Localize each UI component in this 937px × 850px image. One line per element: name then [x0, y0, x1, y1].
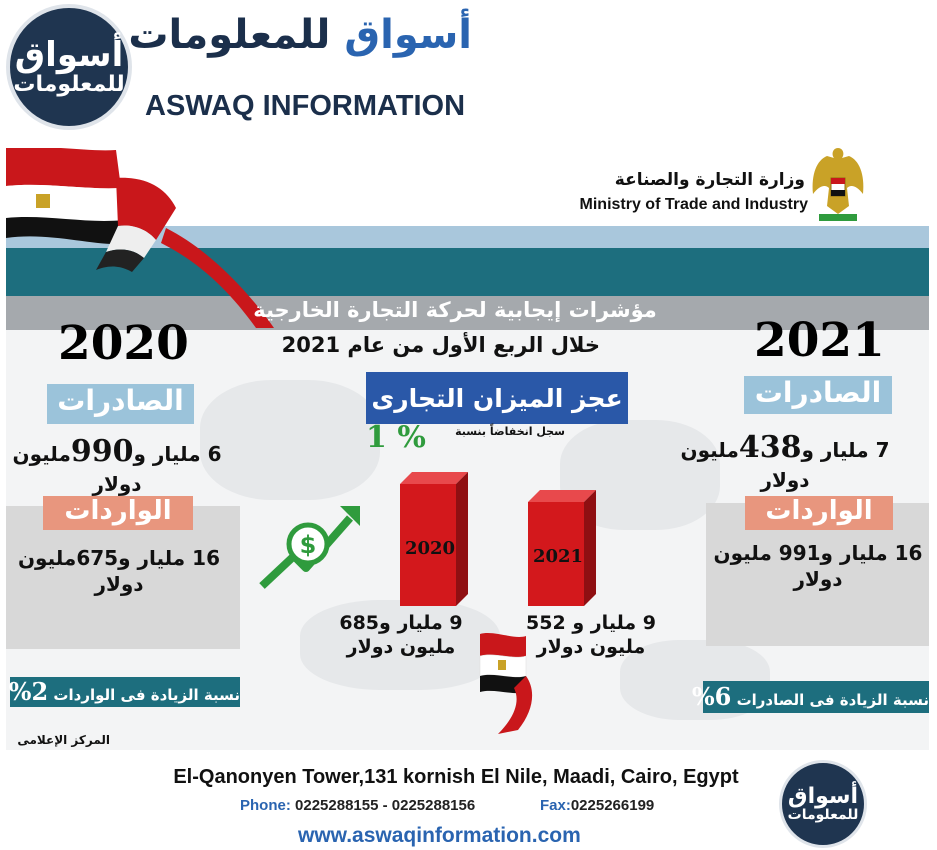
exports-label-2021: الصادرات: [744, 376, 892, 414]
exports-value-2020-post: مليون: [12, 442, 71, 466]
exports-value-2020-unit: دولار: [92, 472, 142, 496]
exports-value-2021-pre: 7 مليار و: [801, 438, 890, 462]
exports-increase-percent: 6%: [691, 682, 732, 711]
bar-2020-value-line-2: مليون دولار: [346, 635, 456, 658]
ministry-name-arabic: وزارة التجارة والصناعة: [614, 170, 805, 190]
exports-value-2020: [6, 432, 228, 497]
footer-address: El-Qanonyen Tower,131 kornish El Nile, Maadi, Cairo, Egypt: [173, 766, 739, 788]
bar-2021-year: 2021: [532, 546, 584, 567]
logo-line-1: أسواق: [14, 34, 124, 75]
brand-name-english: ASWAQ INFORMATION: [145, 90, 466, 122]
deficit-decline-percent: 1 %: [366, 420, 426, 455]
imports-increase-badge: [10, 677, 240, 707]
exports-value-2020-line-1: [6, 432, 228, 471]
media-center-watermark: المركز الإعلامى: [17, 733, 110, 747]
deficit-decline-note: سجل انخفاضاً بنسبة: [455, 425, 565, 438]
exports-increase-text: نسبة الزيادة فى الصادرات: [736, 691, 929, 709]
exports-label-2020: الصادرات: [47, 384, 194, 424]
exports-value-2021-line-1: [680, 428, 890, 467]
brand-arabic-part-2: للمعلومات: [128, 12, 331, 58]
bar-2021-value-line-1: 9 مليار و 552: [526, 612, 656, 634]
footer-fax: [540, 797, 654, 814]
svg-text:$: $: [299, 531, 317, 559]
imports-value-2021: [712, 540, 924, 592]
fax-label: Fax:: [540, 797, 571, 814]
eagle-emblem-icon: [809, 144, 867, 224]
imports-label-2021: الواردات: [745, 496, 893, 530]
brand-arabic-part-1: أسواق: [344, 12, 472, 58]
footer-logo-line-2: للمعلومات: [787, 807, 859, 824]
exports-value-2021-unit: دولار: [760, 468, 810, 492]
exports-value-2021: [680, 428, 890, 493]
ministry-name-english: Ministry of Trade and Industry: [579, 196, 808, 213]
banner-title: مؤشرات إيجابية لحركة التجارة الخارجية: [253, 298, 657, 322]
logo-line-2: للمعلومات: [13, 72, 125, 98]
fax-value: 0225266199: [570, 797, 655, 814]
imports-value-2020-unit: دولار: [94, 572, 144, 596]
exports-value-2021-post: مليون: [680, 438, 739, 462]
trade-deficit-label: عجز الميزان التجارى: [366, 372, 628, 424]
exports-increase-badge: [691, 681, 929, 713]
exports-value-2020-number: 990: [70, 434, 134, 469]
dollar-growth-icon: [254, 500, 364, 590]
egypt-flag-ribbon-icon: [474, 630, 544, 736]
imports-value-2021-line-1: 16 مليار و991 مليون: [713, 541, 923, 565]
phone-label: Phone:: [240, 797, 291, 814]
imports-label-2020: الواردات: [43, 496, 193, 530]
period-subtitle: خلال الربع الأول من عام 2021: [281, 333, 600, 357]
year-2021-heading: 2021: [754, 313, 885, 368]
brand-name-arabic: [128, 12, 472, 58]
imports-value-2021-unit: دولار: [793, 567, 843, 591]
imports-increase-text: نسبة الزيادة فى الواردات: [53, 686, 240, 704]
egypt-flag-icon: [6, 148, 276, 328]
imports-value-2020-line-1: 16 مليار و675مليون: [17, 546, 220, 570]
bar-2021-value-line-2: مليون دولار: [536, 635, 646, 658]
aswaq-footer-logo: [779, 760, 867, 848]
footer-phone: [240, 797, 475, 814]
imports-increase-percent: 2%: [8, 677, 49, 706]
bar-2020-value-line-1: 9 مليار و685: [339, 612, 463, 634]
footer-logo-line-1: أسواق: [787, 784, 859, 810]
year-2020-heading: 2020: [58, 316, 189, 371]
website-link[interactable]: www.aswaqinformation.com: [298, 824, 581, 847]
exports-value-2021-number: 438: [738, 430, 802, 465]
bar-2020-year: 2020: [404, 538, 456, 559]
phone-value[interactable]: 0225288155 - 0225288156: [290, 797, 476, 814]
aswaq-logo: [6, 4, 132, 130]
imports-value-2020: [6, 545, 232, 597]
bar-2020-value: [330, 612, 472, 660]
exports-value-2020-pre: 6 مليار و: [133, 442, 222, 466]
